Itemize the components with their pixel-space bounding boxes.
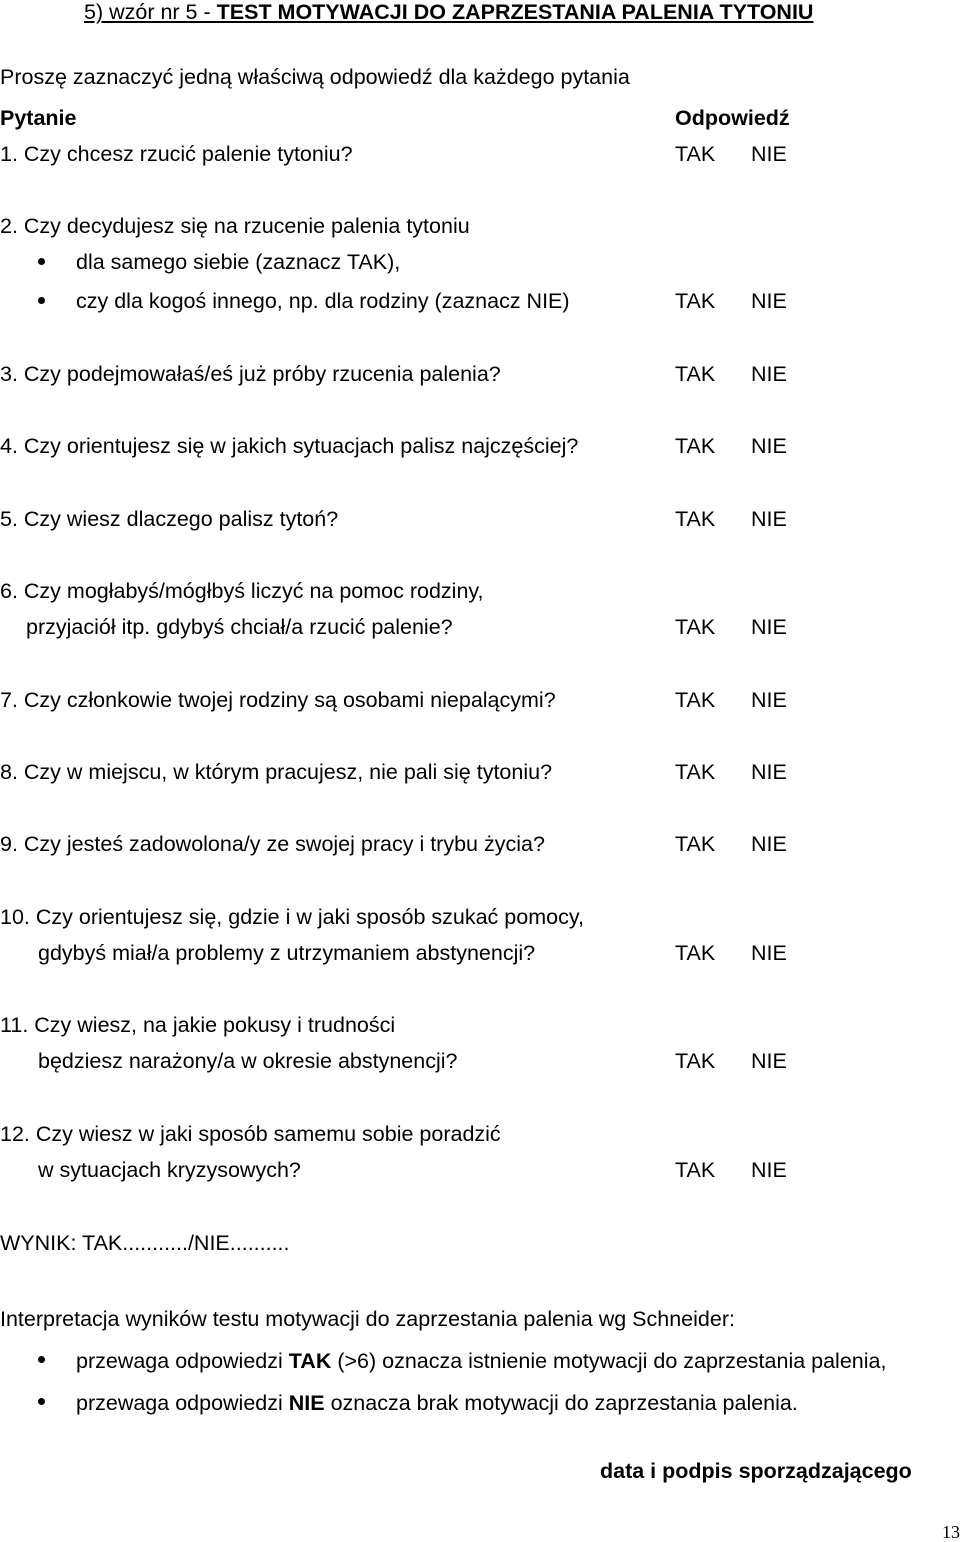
- question-3: 3. Czy podejmowałaś/eś już próby rzucenia palenia?: [0, 362, 501, 386]
- question-2-option-b: czy dla kogoś innego, np. dla rodziny (zaznacz NIE): [76, 289, 570, 313]
- page-number: 13: [942, 1522, 960, 1542]
- answer-no-9: NIE: [751, 832, 787, 856]
- answer-yes-11: TAK: [675, 1049, 716, 1073]
- question-4: 4. Czy orientujesz się w jakich sytuacjach palisz najczęściej?: [0, 434, 579, 458]
- answer-yes-3: TAK: [675, 362, 716, 386]
- column-header-question: Pytanie: [0, 106, 77, 130]
- question-11: 11. Czy wiesz, na jakie pokusy i trudności: [0, 1013, 396, 1037]
- answer-no-7: NIE: [751, 688, 787, 712]
- answer-no-12: NIE: [751, 1158, 787, 1182]
- question-1: 1. Czy chcesz rzucić palenie tytoniu?: [0, 142, 353, 166]
- bullet-icon: [38, 258, 45, 265]
- bullet-icon: [38, 1356, 45, 1363]
- answer-yes-2: TAK: [675, 289, 716, 313]
- question-2: 2. Czy decydujesz się na rzucenie palenia tytoniu: [0, 214, 470, 238]
- question-10: 10. Czy orientujesz się, gdzie i w jaki sposób szukać pomocy,: [0, 905, 584, 929]
- bullet-icon: [38, 297, 45, 304]
- answer-no-5: NIE: [751, 507, 787, 531]
- answer-no-8: NIE: [751, 760, 787, 784]
- interpretation-item-1-after: (>6) oznacza istnienie motywacji do zaprzestania palenia,: [331, 1349, 887, 1373]
- question-8: 8. Czy w miejscu, w którym pracujesz, nie pali się tytoniu?: [0, 760, 553, 784]
- question-6: 6. Czy mogłabyś/mógłbyś liczyć na pomoc rodziny,: [0, 579, 484, 603]
- answer-no-4: NIE: [751, 434, 787, 458]
- answer-no-3: NIE: [751, 362, 787, 386]
- answer-no-6: NIE: [751, 615, 787, 639]
- answer-no-10: NIE: [751, 941, 787, 965]
- instruction-text: Proszę zaznaczyć jedną właściwą odpowiedź dla każdego pytania: [0, 65, 630, 89]
- question-12-cont: w sytuacjach kryzysowych?: [38, 1158, 301, 1182]
- answer-no-1: NIE: [751, 142, 787, 166]
- interpretation-item-2: [76, 1390, 798, 1416]
- answer-yes-12: TAK: [675, 1158, 716, 1182]
- answer-no-11: NIE: [751, 1049, 787, 1073]
- interpretation-item-2-strong: NIE: [288, 1391, 325, 1415]
- answer-yes-7: TAK: [675, 688, 716, 712]
- interpretation-item-2-after: oznacza brak motywacji do zaprzestania palenia.: [324, 1391, 798, 1415]
- bullet-icon: [38, 1398, 45, 1405]
- interpretation-item-1: [76, 1348, 886, 1374]
- question-5: 5. Czy wiesz dlaczego palisz tytoń?: [0, 507, 339, 531]
- interpretation-item-2-before: przewaga odpowiedzi: [76, 1391, 289, 1415]
- answer-yes-8: TAK: [675, 760, 716, 784]
- question-11-cont: będziesz narażony/a w okresie abstynencji?: [38, 1049, 458, 1073]
- answer-yes-1: TAK: [675, 142, 716, 166]
- answer-no-2: NIE: [751, 289, 787, 313]
- title-main: TEST MOTYWACJI DO ZAPRZESTANIA PALENIA TYTONIU: [216, 0, 814, 24]
- question-2-option-a: dla samego siebie (zaznacz TAK),: [76, 250, 401, 274]
- question-9: 9. Czy jesteś zadowolona/y ze swojej pracy i trybu życia?: [0, 832, 545, 856]
- interpretation-item-1-before: przewaga odpowiedzi: [76, 1349, 289, 1373]
- answer-yes-6: TAK: [675, 615, 716, 639]
- title-prefix: 5) wzór nr 5 -: [84, 0, 217, 24]
- interpretation-intro: Interpretacja wyników testu motywacji do zaprzestania palenia wg Schneider:: [0, 1307, 735, 1331]
- question-10-cont: gdybyś miał/a problemy z utrzymaniem abstynencji?: [38, 941, 536, 965]
- column-header-answer: Odpowiedź: [675, 106, 790, 130]
- signature-label: data i podpis sporządzającego: [600, 1459, 912, 1483]
- question-6-cont: przyjaciół itp. gdybyś chciał/a rzucić palenie?: [26, 615, 453, 639]
- answer-yes-5: TAK: [675, 507, 716, 531]
- question-7: 7. Czy członkowie twojej rodziny są osobami niepalącymi?: [0, 688, 556, 712]
- document-title: [84, 0, 813, 25]
- result-line: WYNIK: TAK.........../NIE..........: [0, 1231, 290, 1255]
- answer-yes-9: TAK: [675, 832, 716, 856]
- interpretation-item-1-strong: TAK: [288, 1349, 332, 1373]
- answer-yes-4: TAK: [675, 434, 716, 458]
- question-12: 12. Czy wiesz w jaki sposób samemu sobie poradzić: [0, 1122, 501, 1146]
- answer-yes-10: TAK: [675, 941, 716, 965]
